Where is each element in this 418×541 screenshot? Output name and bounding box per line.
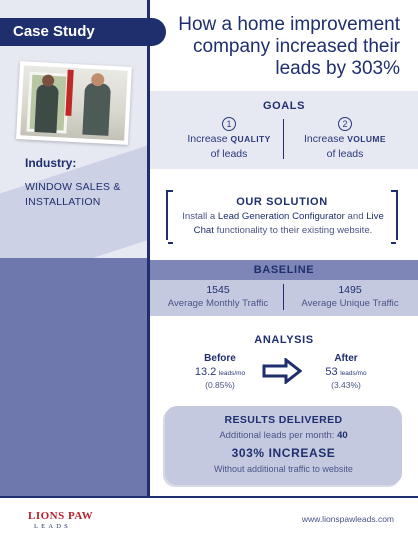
- before-unit: leads/mo: [218, 370, 246, 377]
- goal-suffix: of leads: [326, 148, 364, 160]
- baseline-divider: [283, 284, 284, 310]
- solution-text: [176, 210, 390, 238]
- baseline-section: [150, 260, 418, 316]
- results-title: RESULTS DELIVERED: [224, 414, 343, 426]
- stat-value: 1545: [206, 284, 230, 296]
- right-arrow-icon: [262, 358, 302, 384]
- solution-title: OUR SOLUTION: [236, 196, 328, 208]
- results-note: Without additional traffic to website: [214, 464, 353, 474]
- goal-item: [290, 117, 400, 162]
- after-value: 53: [325, 366, 338, 378]
- goals-section: [150, 91, 418, 169]
- results-additional-leads: [165, 430, 402, 441]
- goals-title: GOALS: [262, 100, 306, 112]
- workers-photo: [16, 61, 132, 145]
- circled-number-icon: 1: [222, 117, 236, 131]
- company-logo: [28, 510, 108, 532]
- solution-highlight: Lead Generation Configurator: [217, 211, 345, 222]
- stat-label: Average Unique Traffic: [301, 298, 399, 309]
- case-study-tag: Case Study: [0, 18, 166, 46]
- before-value-row: [180, 366, 260, 380]
- circled-number-icon: 2: [338, 117, 352, 131]
- worker-figure: [82, 83, 111, 136]
- baseline-title: BASELINE: [253, 264, 315, 276]
- stat-label: Average Monthly Traffic: [167, 298, 269, 309]
- photo-scene: [20, 65, 128, 140]
- after-label: After: [334, 353, 358, 364]
- solution-section: [166, 190, 398, 240]
- column-divider: [147, 0, 150, 496]
- results-card: [165, 406, 402, 485]
- footer-divider: [0, 496, 418, 498]
- after-percent: (3.43%): [331, 380, 361, 390]
- solution-highlight: Live Chat: [193, 211, 384, 236]
- before-label: Before: [204, 353, 236, 364]
- solution-text-part: functionality to their existing website.: [213, 225, 373, 236]
- logo-wordmark: LIONS PAW: [28, 510, 94, 522]
- results-headline: 303% INCREASE: [231, 446, 336, 460]
- suction-tool: [65, 70, 73, 116]
- industry-value: WINDOW SALES & INSTALLATION: [25, 181, 121, 208]
- baseline-stat: [158, 283, 278, 311]
- goal-emphasis: VOLUME: [347, 134, 386, 144]
- website-url[interactable]: www.lionspawleads.com: [301, 514, 394, 524]
- results-line-value: 40: [337, 430, 348, 441]
- solution-text-part: Install a: [182, 211, 218, 222]
- decorative-band: [0, 258, 148, 496]
- before-block: [180, 352, 260, 391]
- goal-prefix: Increase: [304, 133, 348, 145]
- baseline-stat: [290, 283, 410, 311]
- after-unit: leads/mo: [340, 370, 367, 377]
- goal-suffix: of leads: [210, 148, 248, 160]
- goal-item: [174, 117, 284, 162]
- before-value: 13.2: [194, 366, 217, 378]
- baseline-header: [150, 260, 418, 280]
- stat-value: 1495: [338, 284, 362, 296]
- after-value-row: [306, 366, 386, 380]
- goals-divider: [283, 119, 284, 159]
- analysis-title: ANALYSIS: [254, 334, 314, 346]
- before-percent: (0.85%): [205, 380, 235, 390]
- results-line-label: Additional leads per month:: [219, 430, 338, 441]
- industry-label: Industry:: [25, 156, 77, 170]
- goal-emphasis: QUALITY: [230, 134, 271, 144]
- solution-text-part: and: [344, 211, 367, 222]
- after-block: [306, 352, 386, 391]
- goal-prefix: Increase: [187, 133, 231, 145]
- page-title: How a home improvement company increased their leads by 303%: [178, 14, 400, 79]
- logo-subtitle: LEADS: [34, 523, 71, 530]
- worker-figure: [34, 84, 58, 133]
